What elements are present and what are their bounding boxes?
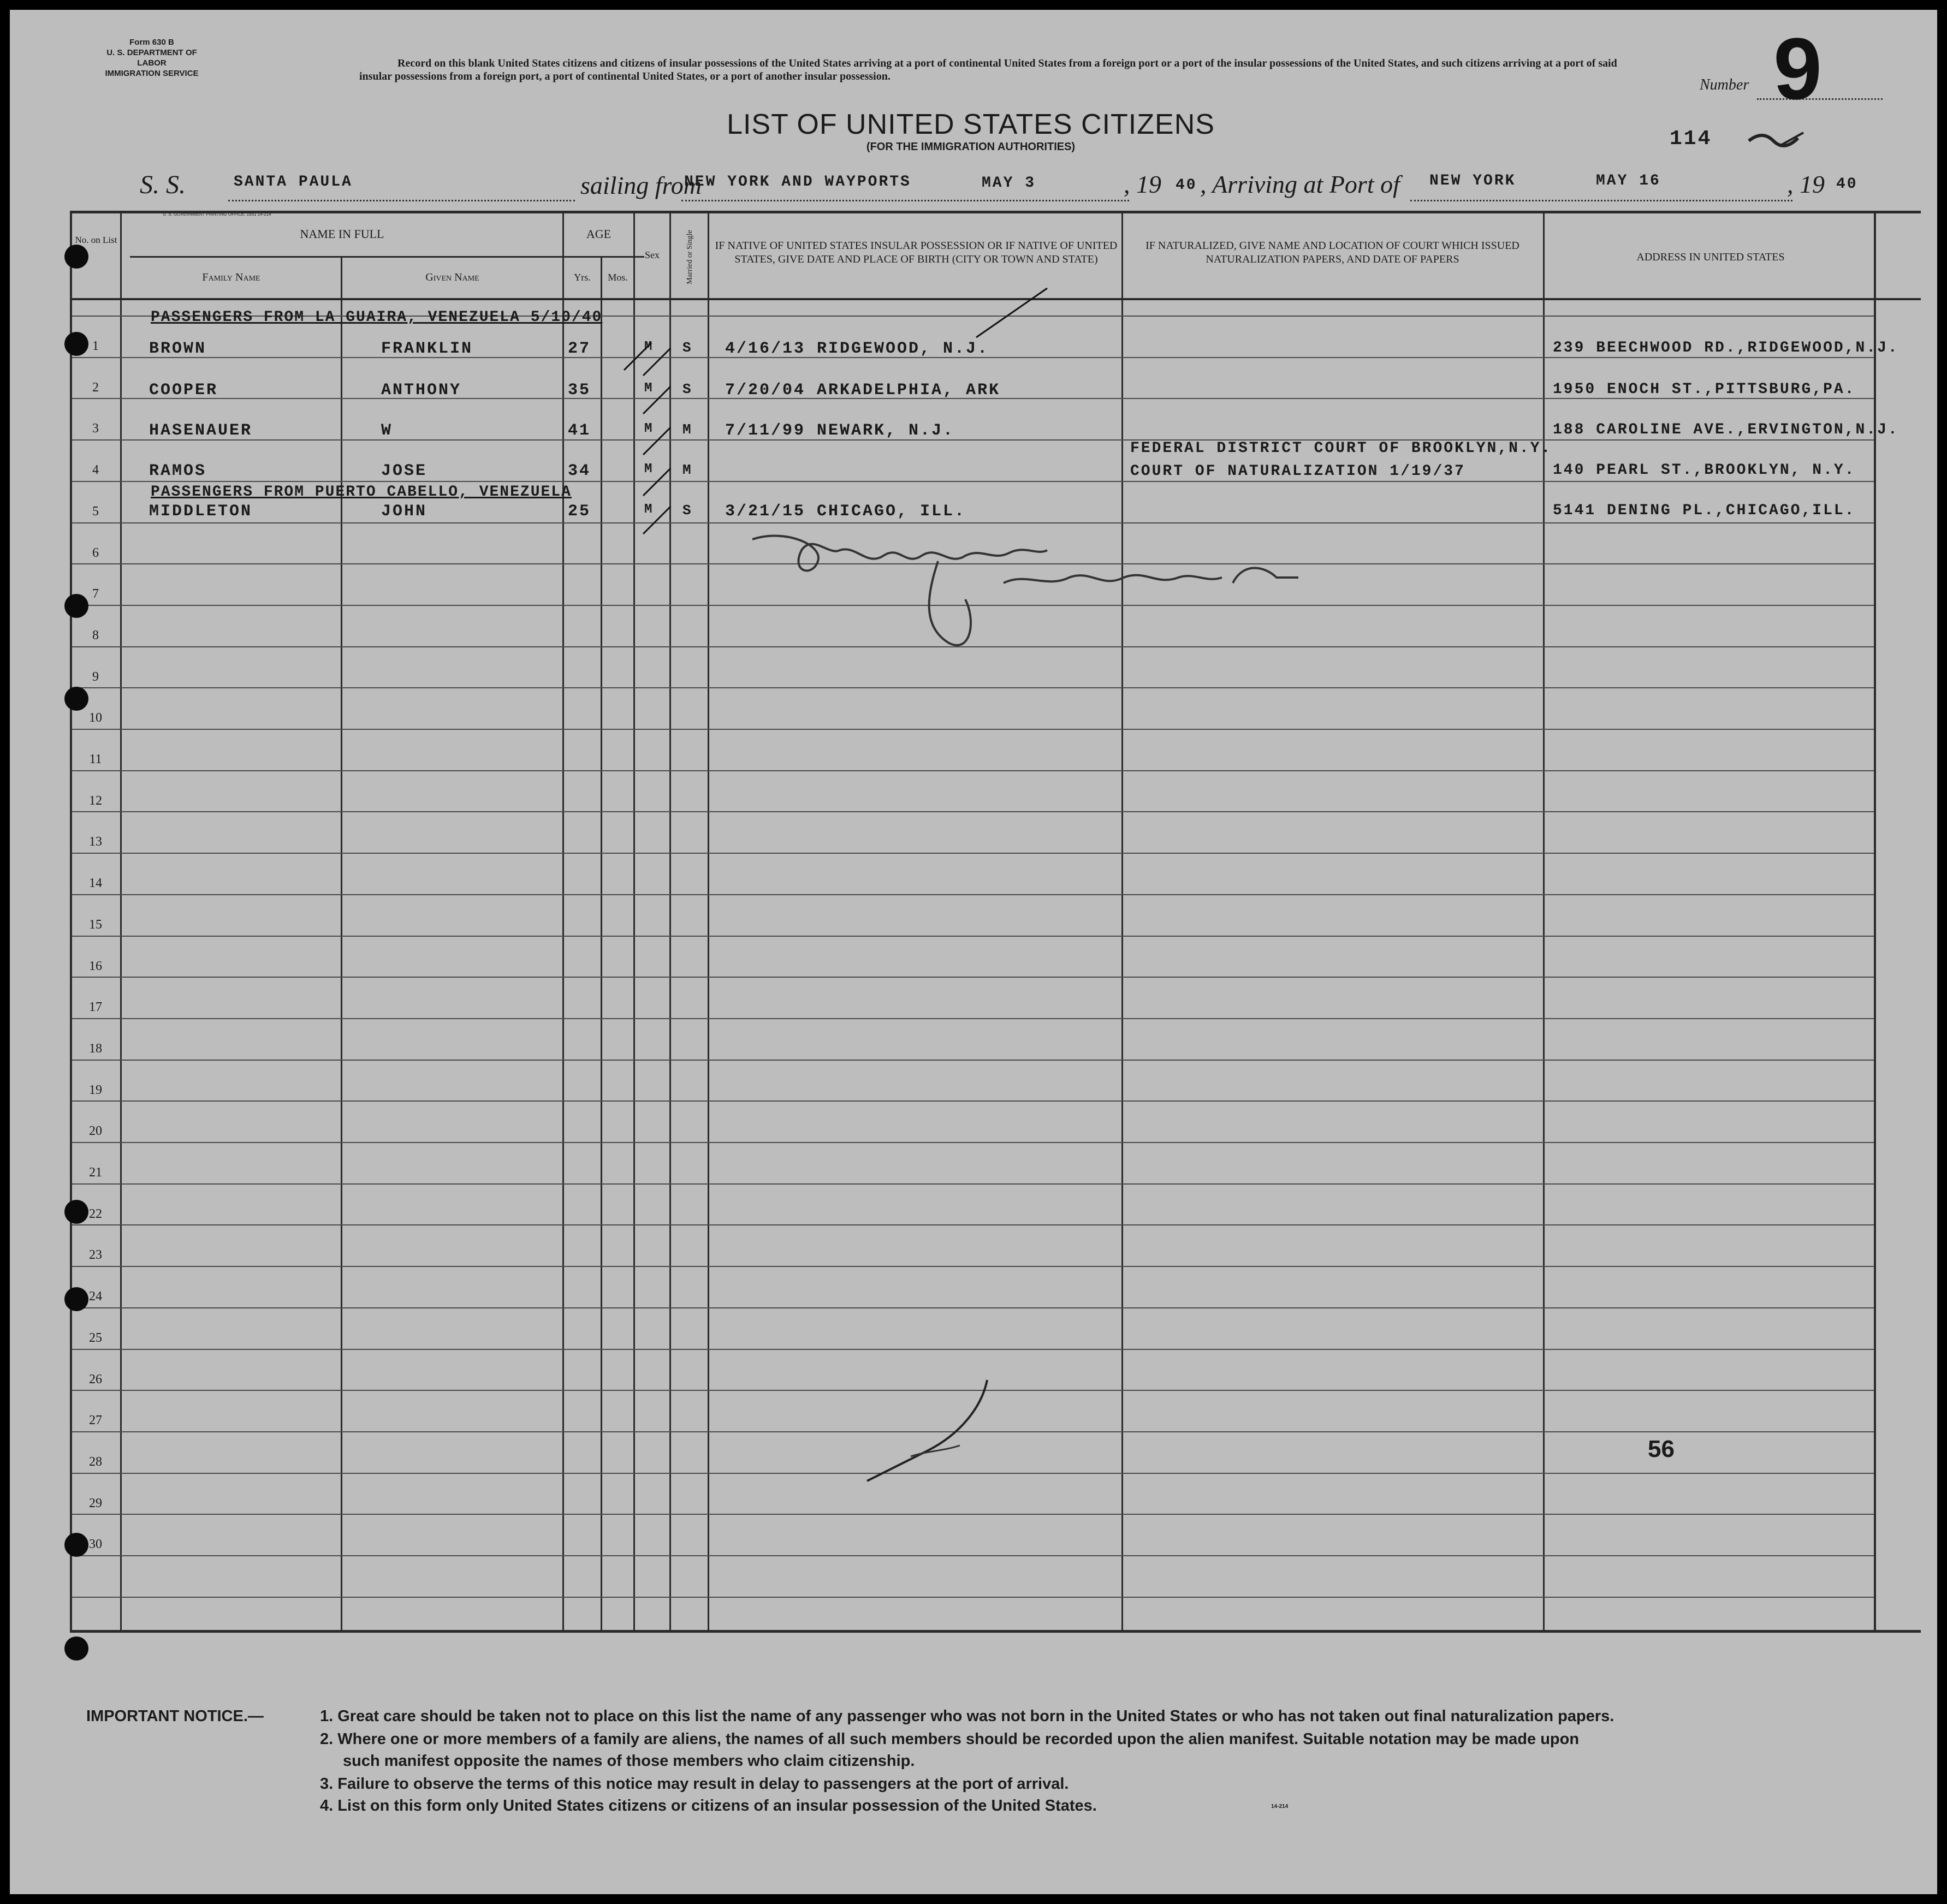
row-number: 19 [89, 1083, 102, 1097]
row-rule [72, 687, 1874, 688]
row-rule [72, 1183, 1874, 1185]
arrival-port: NEW YORK [1429, 172, 1516, 189]
row-number: 25 [89, 1331, 102, 1345]
row-number: 15 [89, 918, 102, 932]
arrival-year: 40 [1836, 176, 1858, 193]
birth-date-place: 4/16/13 RIDGEWOOD, N.J. [725, 340, 989, 358]
row-rule [72, 770, 1874, 771]
us-address: 5141 DENING PL.,CHICAGO,ILL. [1553, 502, 1856, 519]
name-subheader-rule [130, 256, 572, 258]
row-number: 29 [89, 1496, 102, 1510]
row-rule [72, 1514, 1874, 1515]
row-rule [72, 1060, 1874, 1061]
row-number: 11 [89, 752, 102, 766]
row-number: 12 [89, 794, 102, 808]
us-address: 140 PEARL ST.,BROOKLYN, N.Y. [1553, 462, 1856, 479]
row-number: 30 [89, 1537, 102, 1551]
row-rule [72, 1224, 1874, 1225]
binder-hole [64, 1637, 88, 1661]
row-number: 20 [89, 1124, 102, 1138]
notice-item-3: 3. Failure to observe the terms of this notice may result in delay to passengers at the port of arrival. [320, 1775, 1069, 1793]
row-number: 26 [89, 1372, 102, 1387]
printing-office: U. S. GOVERNMENT PRINTING OFFICE: 1931 14-214 [163, 212, 271, 217]
number-label: Number [1700, 76, 1749, 93]
given-name: W [381, 421, 393, 440]
row-number: 22 [89, 1207, 102, 1221]
binder-hole [64, 594, 88, 618]
row-rule [72, 1266, 1874, 1267]
sailing-date: MAY 3 [982, 175, 1036, 192]
arrival-line [1410, 200, 1792, 201]
row-number: 13 [89, 835, 102, 849]
row-number: 16 [89, 959, 102, 973]
row-number: 2 [92, 380, 99, 395]
row-rule [72, 481, 1874, 482]
row-rule [72, 1142, 1874, 1143]
age-years: 41 [568, 421, 591, 440]
sailing-year: 40 [1176, 177, 1197, 194]
pencil-mark [862, 1375, 1004, 1484]
row-number: 23 [89, 1248, 102, 1262]
row-rule [72, 1349, 1874, 1350]
marital-status: M [682, 421, 693, 438]
row-rule [72, 853, 1874, 854]
ship-name: SANTA PAULA [234, 174, 353, 191]
age-years: 27 [568, 340, 591, 358]
row-number: 5 [92, 504, 99, 519]
notice-item-2: 2. Where one or more members of a family are aliens, the names of all such members should be recorded upon the alien manifest. Suitable notation may be made upon [320, 1730, 1580, 1748]
struck-numbers [1746, 124, 1806, 152]
stamp-number: 56 [1648, 1436, 1675, 1462]
row-rule [72, 1018, 1874, 1019]
sex: M [644, 340, 654, 354]
row-number: 21 [89, 1165, 102, 1180]
binder-hole [64, 245, 88, 269]
us-address: 239 BEECHWOOD RD.,RIDGEWOOD,N.J. [1553, 340, 1899, 356]
arrival-year-prefix: , 19 [1787, 170, 1825, 198]
header-mos: Mos. [608, 272, 628, 283]
marital-status: S [682, 381, 693, 397]
naturalization-date: COURT OF NATURALIZATION 1/19/37 [1130, 463, 1465, 480]
marital-status: S [682, 340, 693, 356]
row-number: 1 [92, 339, 99, 353]
col-rule-naturalized [1543, 211, 1545, 1633]
form-number: Form 630 B [129, 38, 174, 47]
age-years: 25 [568, 502, 591, 521]
header-family-name: Family Name [202, 271, 260, 283]
age-subheader-rule [562, 256, 644, 258]
page-subtitle: (FOR THE IMMIGRATION AUTHORITIES) [866, 141, 1076, 153]
row-number: 28 [89, 1455, 102, 1469]
page-number: 114 [1670, 127, 1712, 151]
row-rule [72, 439, 1874, 441]
binder-hole [64, 1200, 88, 1224]
table-top-border [70, 211, 1921, 213]
binder-hole [64, 332, 88, 356]
row-number: 8 [92, 628, 99, 642]
sex: M [644, 421, 654, 436]
ship-line [228, 200, 575, 201]
binder-hole [64, 1287, 88, 1311]
header-given-name: Given Name [425, 271, 479, 283]
birth-date-place: 7/20/04 ARKADELPHIA, ARK [725, 381, 1001, 400]
us-address: 188 CAROLINE AVE.,ERVINGTON,N.J. [1553, 421, 1899, 438]
binder-hole [64, 1533, 88, 1557]
row-number: 14 [89, 876, 102, 890]
row-number: 7 [92, 587, 99, 601]
row-number: 6 [92, 546, 99, 560]
arriving-label: , Arriving at Port of [1200, 170, 1400, 198]
row-number: 27 [89, 1413, 102, 1427]
family-name: COOPER [149, 381, 218, 400]
form-instructions: Record on this blank United States citizens and citizens of insular possessions of the United States arriving at a port of continental United States from a foreign port or a port of the insular possessions of the United States, and such citizens arriving at a port of said insular possessions from a foreign port, a port of continental United States, or a port of another insular possession. [359, 57, 1617, 82]
family-name: MIDDLETON [149, 502, 253, 521]
header-age: AGE [586, 227, 612, 241]
header-married-single: Married or Single [686, 230, 694, 284]
row-number: 24 [89, 1289, 102, 1304]
row-rule [72, 977, 1874, 978]
sailing-year-prefix: , 19 [1124, 170, 1161, 198]
row-number: 17 [89, 1000, 102, 1014]
age-years: 35 [568, 381, 591, 400]
header-no-on-list: No. on List [75, 235, 117, 245]
col-rule-native [1121, 211, 1123, 1633]
arrival-date: MAY 16 [1596, 172, 1661, 189]
sex: M [644, 502, 654, 517]
given-name: ANTHONY [381, 381, 462, 400]
header-address: ADDRESS IN UNITED STATES [1636, 251, 1785, 263]
row-number: 9 [92, 670, 99, 684]
department-name: U. S. DEPARTMENT OF LABOR [106, 48, 197, 68]
binder-hole [64, 687, 88, 711]
us-address: 1950 ENOCH ST.,PITTSBURG,PA. [1553, 381, 1856, 398]
check-mark-large [971, 283, 1053, 343]
notice-item-2-cont: such manifest opposite the names of those members who claim citizenship. [343, 1752, 915, 1770]
row-number: 4 [92, 463, 99, 477]
row-rule [72, 1597, 1874, 1598]
age-years: 34 [568, 462, 591, 480]
row-rule [72, 936, 1874, 937]
given-name: FRANKLIN [381, 340, 473, 358]
sex: M [644, 462, 654, 477]
notice-heading: IMPORTANT NOTICE.— [86, 1707, 264, 1725]
given-name: JOHN [381, 502, 428, 521]
col-rule-no [120, 211, 122, 1633]
row-number: 10 [89, 711, 102, 725]
table-bottom-border [70, 1630, 1921, 1633]
header-sex: Sex [645, 249, 660, 260]
row-rule [72, 894, 1874, 895]
row-rule [72, 811, 1874, 812]
sailing-label: sailing from [580, 171, 702, 199]
row-rule [72, 1307, 1874, 1308]
manifest-sheet [10, 10, 1937, 1894]
family-name: BROWN [149, 340, 207, 358]
marital-status: M [682, 462, 693, 478]
header-name-in-full: NAME IN FULL [300, 227, 384, 241]
page-title: LIST OF UNITED STATES CITIZENS [727, 109, 1215, 140]
row-number: 3 [92, 421, 99, 436]
naturalization-court: FEDERAL DISTRICT COURT OF BROOKLYN,N.Y. [1130, 440, 1552, 457]
notice-item-4: 4. List on this form only United States citizens or citizens of an insular possession of the United States. [320, 1797, 1097, 1814]
form-id-block [92, 37, 212, 79]
sailing-from: NEW YORK AND WAYPORTS [684, 174, 911, 191]
birth-date-place: 3/21/15 CHICAGO, ILL. [725, 502, 966, 521]
family-name: HASENAUER [149, 421, 253, 440]
section-header-la-guaira: PASSENGERS FROM LA GUAIRA, VENEZUELA 5/10/40 [151, 309, 603, 326]
section-header-puerto-cabello: PASSENGERS FROM PUERTO CABELLO, VENEZUELA [151, 484, 572, 501]
service-name: IMMIGRATION SERVICE [105, 69, 199, 78]
check-marks [610, 332, 720, 539]
given-name: JOSE [381, 462, 428, 480]
sex: M [644, 381, 654, 396]
birth-date-place: 7/11/99 NEWARK, N.J. [725, 421, 955, 440]
marital-status: S [682, 502, 693, 519]
col-rule-given [562, 211, 564, 1633]
notice-item-1: 1. Great care should be taken not to place on this list the name of any passenger who was not born in the United States or who has not taken out final naturalization papers. [320, 1707, 1614, 1725]
bottom-form-code: 14-214 [1271, 1804, 1289, 1810]
header-yrs: Yrs. [574, 272, 591, 283]
ss-label: S. S. [140, 170, 186, 199]
col-rule-yrs [601, 257, 602, 1633]
header-naturalized: IF NATURALIZED, GIVE NAME AND LOCATION OF COURT WHICH ISSUED NATURALIZATION PAPERS, AND DATE OF PAPERS [1145, 240, 1519, 265]
col-rule-family [341, 257, 342, 1633]
sailing-line [681, 200, 1129, 201]
row-rule [72, 729, 1874, 730]
handwritten-signature [741, 517, 1331, 659]
row-rule [72, 1100, 1874, 1102]
row-number: 18 [89, 1042, 102, 1056]
header-native: IF NATIVE OF UNITED STATES INSULAR POSSESSION OR IF NATIVE OF UNITED STATES, GIVE DATE AND PLACE OF BIRTH (CITY OR TOWN AND STATE) [715, 240, 1118, 265]
row-rule [72, 1555, 1874, 1556]
family-name: RAMOS [149, 462, 207, 480]
number-value: 9 [1773, 20, 1822, 117]
